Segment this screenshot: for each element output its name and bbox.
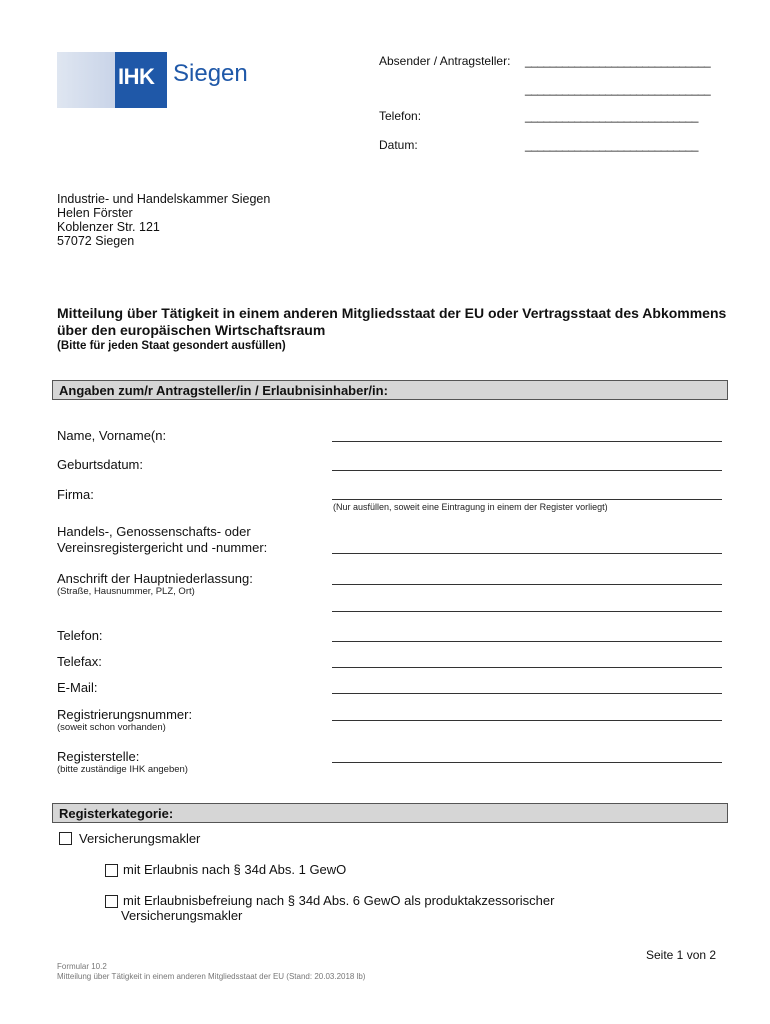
ihk-siegen-logo (57, 52, 247, 108)
logo-gradient (57, 52, 115, 108)
address-hint: (Straße, Hausnummer, PLZ, Ort) (57, 586, 195, 597)
sender-field-line-2[interactable]: ______________________________ (525, 82, 711, 96)
recipient-address (57, 192, 270, 248)
checkbox-exempt-label-1: mit Erlaubnisbefreiung nach § 34d Abs. 6 GewO als produktakzessorischer (123, 893, 555, 908)
address-field-1[interactable] (332, 584, 722, 585)
footer-form-number: Formular 10.2 (57, 962, 107, 971)
checkbox-permit[interactable] (105, 864, 118, 877)
recipient-line: Industrie- und Handelskammer Siegen (57, 192, 271, 206)
section-header-category: Registerkategorie: (52, 803, 728, 823)
phone-label: Telefon: (57, 628, 103, 643)
recipient-line: Helen Förster (57, 206, 133, 220)
registry-office-hint: (bitte zuständige IHK angeben) (57, 764, 188, 775)
register-court-label-1: Handels-, Genossenschafts- oder (57, 524, 251, 539)
registry-office-label: Registerstelle: (57, 749, 140, 764)
date-field[interactable]: ____________________________ (525, 138, 698, 152)
company-field[interactable] (332, 499, 722, 500)
register-court-field[interactable] (332, 553, 722, 554)
phone-field[interactable] (332, 641, 722, 642)
recipient-line: 57072 Siegen (57, 234, 135, 248)
document-title: Mitteilung über Tätigkeit in einem anderen Mitgliedsstaat der EU oder Vertragsstaat des Abkommens über den europäischen Wirtschaftsraum (57, 305, 727, 338)
recipient-line: Koblenzer Str. 121 (57, 220, 160, 234)
document-subtitle: (Bitte für jeden Staat gesondert ausfüllen) (57, 340, 286, 352)
birthdate-label: Geburtsdatum: (57, 457, 143, 472)
email-label: E-Mail: (57, 680, 98, 695)
checkbox-broker[interactable] (59, 832, 72, 845)
sender-label: Absender / Antragsteller: (379, 54, 511, 68)
registration-number-hint: (soweit schon vorhanden) (57, 722, 166, 733)
birthdate-field[interactable] (332, 470, 722, 471)
address-label: Anschrift der Hauptniederlassung: (57, 571, 253, 586)
register-court-label-2: Vereinsregistergericht und -nummer: (57, 540, 268, 555)
footer-form-description: Mitteilung über Tätigkeit in einem anderen Mitgliedsstaat der EU (Stand: 20.03.2018 lb) (57, 972, 366, 981)
logo-ihk-text: IHK (118, 64, 155, 89)
company-label: Firma: (57, 487, 94, 502)
name-label: Name, Vorname(n: (57, 428, 167, 443)
name-field[interactable] (332, 441, 722, 442)
logo-siegen-text: Siegen (173, 60, 248, 87)
page-number: Seite 1 von 2 (646, 948, 717, 962)
form-footer (57, 962, 365, 982)
fax-label: Telefax: (57, 654, 102, 669)
address-field-2[interactable] (332, 611, 722, 612)
checkbox-exempt[interactable] (105, 895, 118, 908)
phone-header-field[interactable]: ____________________________ (525, 109, 698, 123)
registration-number-label: Registrierungsnummer: (57, 707, 193, 722)
fax-field[interactable] (332, 667, 722, 668)
checkbox-broker-label: Versicherungsmakler (79, 831, 201, 846)
registry-office-field[interactable] (332, 762, 722, 763)
sender-field-line-1[interactable]: ______________________________ (525, 54, 711, 68)
checkbox-permit-label: mit Erlaubnis nach § 34d Abs. 1 GewO (123, 862, 347, 877)
section-header-applicant: Angaben zum/r Antragsteller/in / Erlaubnisinhaber/in: (52, 380, 728, 400)
registration-number-field[interactable] (332, 720, 722, 721)
date-label: Datum: (379, 138, 418, 152)
company-hint: (Nur ausfüllen, soweit eine Eintragung in einem der Register vorliegt) (333, 502, 608, 512)
checkbox-exempt-label-2: Versicherungsmakler (121, 908, 243, 923)
phone-header-label: Telefon: (379, 109, 422, 123)
email-field[interactable] (332, 693, 722, 694)
